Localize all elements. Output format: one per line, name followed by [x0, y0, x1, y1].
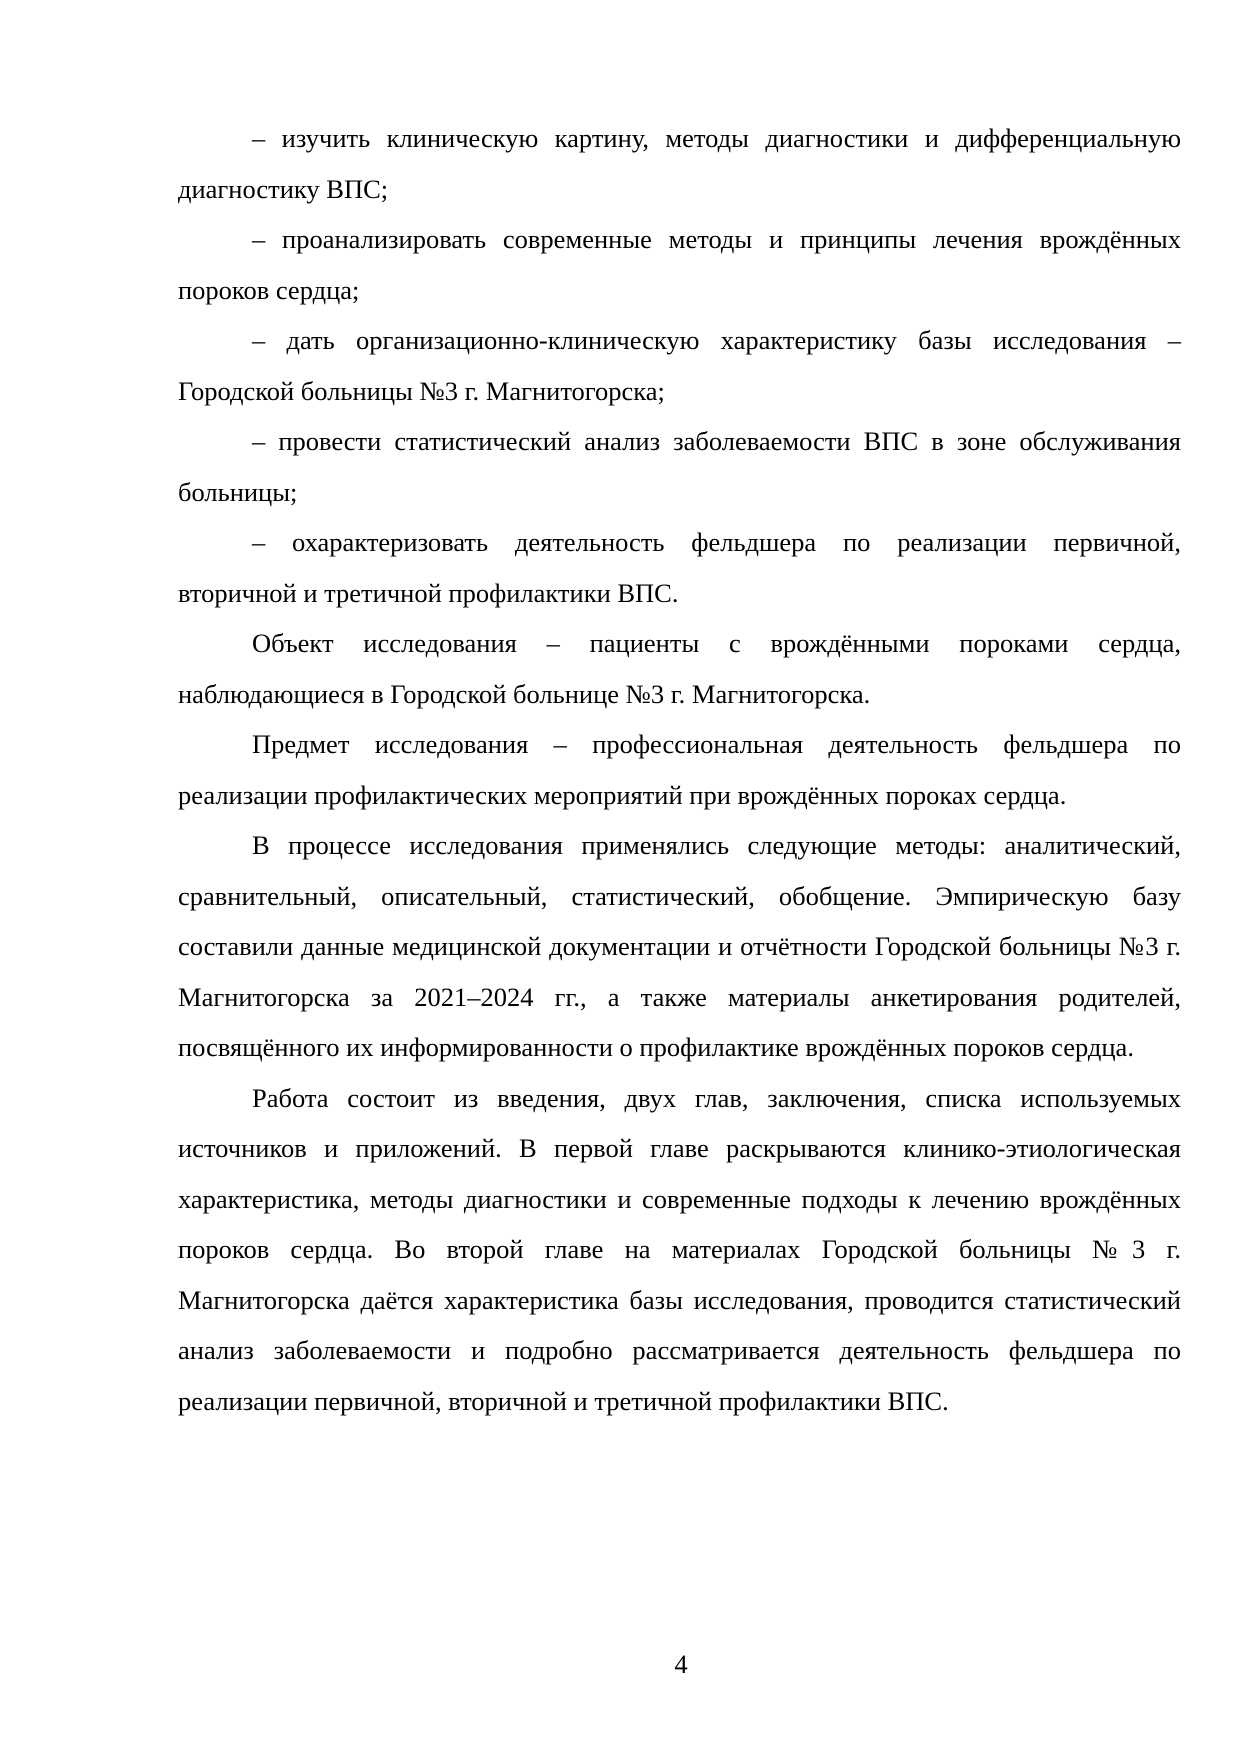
task-item-treatment-methods: – проанализировать современные методы и принципы лечения врождённых пороков сердца;: [178, 224, 1181, 305]
research-object-paragraph: Объект исследования – пациенты с врождёнными пороками сердца, наблюдающиеся в Городской больнице №3 г. Магнитогорска.: [178, 628, 1181, 709]
task-item-research-base: – дать организационно-клиническую характеристику базы исследования – Городской больницы №3 г. Магнитогорска;: [178, 325, 1181, 406]
work-structure-paragraph: Работа состоит из введения, двух глав, заключения, списка используемых источников и приложений. В первой главе раскрываются клинико-этиологическая характеристика, методы диагностики и современные подходы к лечению врождённых пороков сердца. Во второй главе на материалах Городской больницы №3 г. Магнитогорска даётся характеристика базы исследования, проводится статистический анализ заболеваемости и подробно рассматривается деятельность фельдшера по реализации первичной, вторичной и третичной профилактики ВПС.: [178, 1082, 1181, 1416]
task-item-paramedic-activity: – охарактеризовать деятельность фельдшера по реализации первичной, вторичной и третичной профилактики ВПС.: [178, 527, 1181, 608]
research-methods-paragraph: В процессе исследования применялись следующие методы: аналитический, сравнительный, описательный, статистический, обобщение. Эмпирическую базу составили данные медицинской документации и отчётности Городской больницы №3 г. Магнитогорска за 2021–2024 гг., а также материалы анкетирования родителей, посвящённого их информированности о профилактике врождённых пороков сердца.: [178, 830, 1181, 1062]
page-number: 4: [674, 1649, 688, 1679]
task-item-clinical-picture: – изучить клиническую картину, методы диагностики и дифференциальную диагностику ВПС;: [178, 123, 1181, 204]
research-subject-paragraph: Предмет исследования – профессиональная деятельность фельдшера по реализации профилактических мероприятий при врождённых пороках сердца.: [178, 729, 1181, 810]
body-text: [178, 113, 1181, 1426]
task-item-statistical-analysis: – провести статистический анализ заболеваемости ВПС в зоне обслуживания больницы;: [178, 426, 1181, 507]
